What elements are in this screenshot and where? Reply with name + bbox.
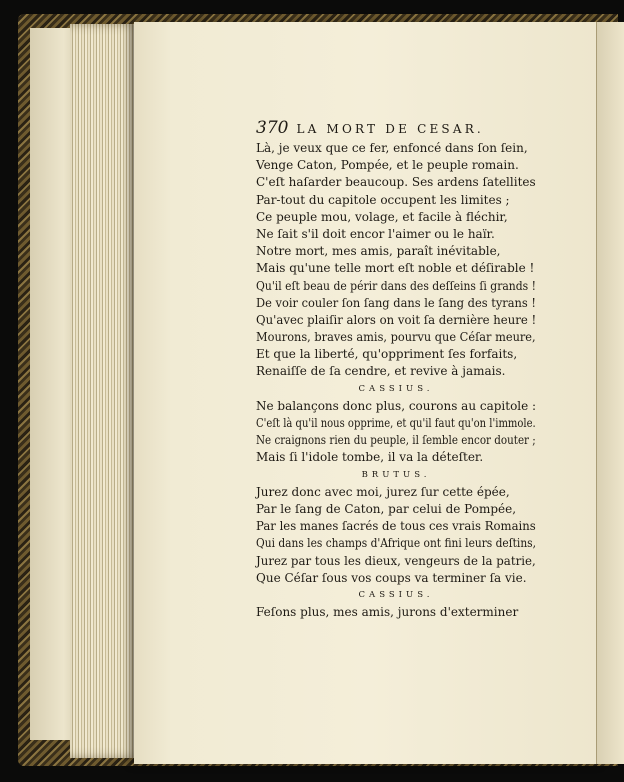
verse-line: Venge Caton, Pompée, et le peuple romain. xyxy=(256,158,519,173)
facing-page-edge xyxy=(596,22,624,764)
speaker-name: CASSIUS. xyxy=(358,383,434,394)
verse-line: Qui dans les champs d'Afrique ont fini leurs deſtins, xyxy=(256,536,537,551)
verse-line: C'eſt là qu'il nous opprime, et qu'il faut qu'on l'immole. xyxy=(256,416,536,430)
verse-body xyxy=(256,140,536,621)
verse-line: Ne balançons donc plus, courons au capitole : xyxy=(256,398,537,413)
verse-line: Mourons, braves amis, pourvu que Céſar meure, xyxy=(256,330,536,345)
page-number: 370 xyxy=(256,118,289,138)
speaker-name: BRUTUS. xyxy=(361,469,431,480)
speaker-name: CASSIUS. xyxy=(358,589,434,600)
verse-line: Renaiſſe de ſa cendre, et revive à jamais. xyxy=(256,364,506,379)
page-edges xyxy=(70,24,140,758)
verse-line: Ne craignons rien du peuple, il ſemble encor douter ; xyxy=(256,433,536,448)
verse-line: Qu'avec plaiſir alors on voit ſa dernière heure ! xyxy=(256,312,537,327)
verse-line: Que Céſar ſous vos coups va terminer ſa vie. xyxy=(256,570,527,585)
verse-line: Par le ſang de Caton, par celui de Pompée, xyxy=(256,501,517,516)
verse-line: Par les manes ſacrés de tous ces vrais Romains xyxy=(256,519,536,534)
verse-line: Notre mort, mes amis, paraît inévitable, xyxy=(256,244,501,259)
verse-line: Qu'il eſt beau de périr dans des deſſeins ſi grands ! xyxy=(256,278,536,293)
verse-line: C'eſt haſarder beaucoup. Ses ardens ſatellites xyxy=(256,175,536,190)
verse-line: Mais qu'une telle mort eſt noble et déſirable ! xyxy=(256,261,535,276)
verse-line: Et que la liberté, qu'oppriment ſes forfaits, xyxy=(256,347,518,362)
verse-line: Là, je veux que ce fer, enfoncé dans ſon ſein, xyxy=(256,141,528,155)
verse-line: Ce peuple mou, volage, et facile à fléchir, xyxy=(256,209,508,224)
running-title: LA MORT DE CESAR. xyxy=(296,122,484,136)
running-head xyxy=(256,118,536,140)
verse-line: Mais ſi l'idole tombe, il va la déteſter. xyxy=(256,450,484,465)
verse-line: Jurez par tous les dieux, vengeurs de la patrie, xyxy=(256,553,536,568)
verse-line: De voir couler ſon ſang dans le ſang des tyrans ! xyxy=(256,295,537,310)
verse-line: Jurez donc avec moi, jurez ſur cette épée, xyxy=(256,484,510,499)
verse-line: Ne ſait s'il doit encor l'aimer ou le haïr. xyxy=(256,226,495,241)
verse-line: Par-tout du capitole occupent les limites ; xyxy=(256,192,510,207)
page-text xyxy=(256,118,536,621)
verse-line: Feſons plus, mes amis, jurons d'exterminer xyxy=(256,605,519,620)
